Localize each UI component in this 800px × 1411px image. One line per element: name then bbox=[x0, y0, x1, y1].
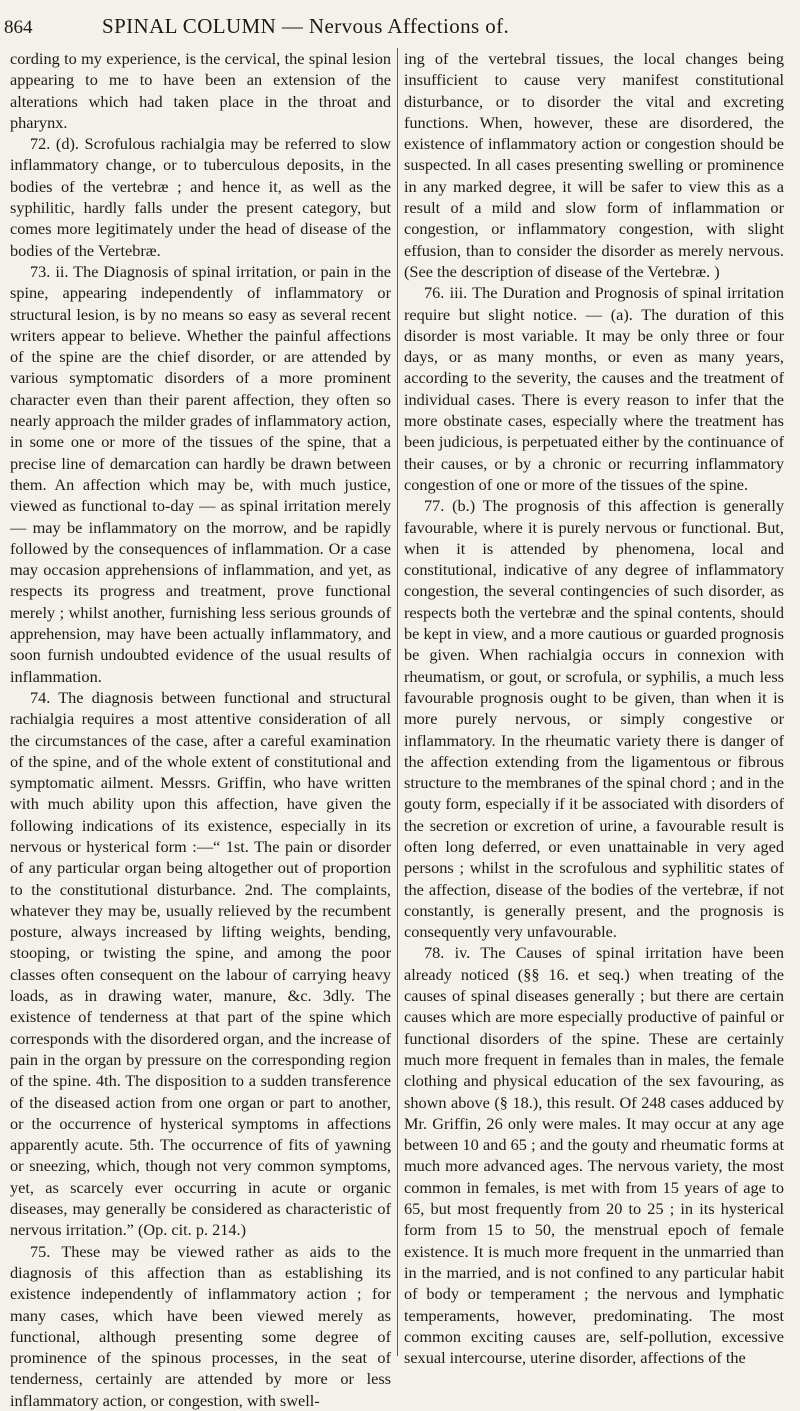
text-columns bbox=[4, 48, 790, 1410]
paragraph: 77. (b.) The prognosis of this affection is generally favourable, where it is purely nervous or functional. But, when it is attended by phenomena, local and constitutional, indicative of any degree of inflammatory congestion, the several contingencies of such disorder, as respects both the vertebræ and the spinal contents, should be kept in view, and a more cautious or guarded prognosis be given. When rachialgia occurs in connexion with rheumatism, or gout, or scrofula, or syphilis, a much less favourable prognosis ought to be given, than when it is more purely nervous, or simply congestive or inflammatory. In the rheumatic variety there is danger of the affection extending from the ligamentous or fibrous structure to the membranes of the spinal chord ; and in the gouty form, especially if it be associated with disorders of the secretion or excretion of urine, a favourable result is often long deferred, or even unattainable in very aged persons ; whilst in the scrofulous and syphilitic states of the affection, disease of the bodies of the vertebræ, if not constantly, is generally present, and the prognosis is consequently very unfavourable. bbox=[404, 496, 784, 942]
paragraph: ing of the vertebral tissues, the local changes being insufficient to cause very manifest constitutional disturbance, or to disorder the vital and excreting functions. When, however, these are disordered, the existence of inflammatory action or congestion should be suspected. In all cases presenting swelling or prominence in any marked degree, it will be safer to view this as a result of a mild and slow form of inflammation or congestion, or inflammatory congestion, with slight effusion, than to consider the disorder as merely nervous. (See the description of disease of the Vertebræ. ) bbox=[404, 49, 784, 281]
paragraph: 72. (d). Scrofulous rachialgia may be referred to slow inflammatory change, or to tuberculous deposits, in the bodies of the vertebræ ; and hence it, as well as the syphilitic, hardly falls under the present category, but comes more legitimately under the head of disease of the bodies of the Vertebræ. bbox=[10, 134, 391, 260]
paragraph: cording to my experience, is the cervical, the spinal lesion appearing to me to have been an extension of the alterations which had taken place in the throat and pharynx. bbox=[10, 49, 391, 132]
left-column bbox=[4, 48, 397, 1410]
paragraph: 74. The diagnosis between functional and structural rachialgia requires a most attentive consideration of all the circumstances of the case, after a careful examination of the spine, and of the whole extent of constitutional and symptomatic ailment. Messrs. Griffin, who have written with much ability upon this affection, have given the following indications of its existence, especially in its nervous or hysterical form :—“ 1st. The pain or disorder of any particular organ being altogether out of proportion to the constitutional disturbance. 2nd. The complaints, whatever they may be, usually relieved by the recumbent posture, always increased by lifting weights, bending, stooping, or twisting the spine, and among the poor classes often consequent on the labour of carrying heavy loads, as in drawing water, manure, &c. 3dly. The existence of tenderness at that part of the spine which corresponds with the disordered organ, and the increase of pain in the organ by pressure on the corresponding region of the spine. 4th. The disposition to a sudden transference of the diseased action from one organ or part to another, or the occurrence of hysterical symptoms in affections apparently acute. 5th. The occurrence of fits of yawning or sneezing, which, though not very common symptoms, yet, as scarcely ever occurring in acute or organic diseases, may generally be considered as characteristic of nervous irritation.” (Op. cit. p. 214.) bbox=[10, 687, 391, 1240]
paragraph: 75. These may be viewed rather as aids to the diagnosis of this affection than as establishing its existence independently of inflammatory action ; for many cases, which have been viewed merely as functional, although presenting some degree of prominence of the spinous processes, in the seat of tenderness, certainly are attended by more or less inflammatory action, or congestion, with swell- bbox=[10, 1241, 391, 1410]
paragraph: 76. iii. The Duration and Prognosis of spinal irritation require but slight notice. — (a). The duration of this disorder is most variable. It may be only three or four days, or as many months, or even as many years, according to the severity, the causes and the treatment of individual cases. There is every reason to infer that the more obstinate cases, especially where the treatment has been judicious, is perpetuated either by the continuance of their causes, or by a chronic or recurring inflammatory congestion of one or more of the tissues of the spine. bbox=[404, 283, 784, 494]
page-number: 864 bbox=[4, 17, 33, 38]
paragraph: 78. iv. The Causes of spinal irritation have been already noticed (§§ 16. et seq.) when treating of the causes of spinal diseases generally ; but there are certain causes which are more especially productive of painful or functional disorders of the spine. These are certainly much more frequent in females than in males, the female clothing and physical education of the sex favouring, as shown above (§ 18.), this result. Of 248 cases adduced by Mr. Griffin, 26 only were males. It may occur at any age between 10 and 65 ; and the gouty and rheumatic forms at much more advanced ages. The nervous variety, the most common in females, is met with from 15 years of age to 65, but most frequently from 20 to 25 ; in its hysterical form from 15 to 50, the menstrual epoch of female existence. It is much more frequent in the unmarried than in the married, and is not confined to any particular habit of body or temperament ; the nervous and lymphatic temperaments, however, predominating. The most common exciting causes are, self-pollution, excessive sexual intercourse, uterine disorder, affections of the bbox=[404, 943, 784, 1368]
running-title: SPINAL COLUMN — Nervous Affections of. bbox=[102, 14, 510, 38]
paragraph: 73. ii. The Diagnosis of spinal irritation, or pain in the spine, appearing independently of inflammatory or structural lesion, is by no means so easy as several recent writers appear to believe. Whether the painful affections of the spine are the chief disorder, or are attended by various symptomatic disorders of a more prominent character even than their parent affection, they often so nearly approach the milder grades of inflammatory action, in some one or more of the tissues of the spine, that a precise line of demarcation can hardly be drawn between them. An affection which may be, with much justice, viewed as functional to-day — as spinal irritation merely — may be inflammatory on the morrow, and be rapidly followed by the consequences of inflammation. Or a case may occasion apprehensions of inflammation, and yet, as respects its progress and treatment, prove functional merely ; whilst another, furnishing less serious grounds of apprehension, may have been actually inflammatory, and soon furnish undoubted evidence of the usual results of inflammation. bbox=[10, 261, 391, 686]
right-column bbox=[397, 48, 790, 1368]
page-header bbox=[4, 0, 790, 40]
